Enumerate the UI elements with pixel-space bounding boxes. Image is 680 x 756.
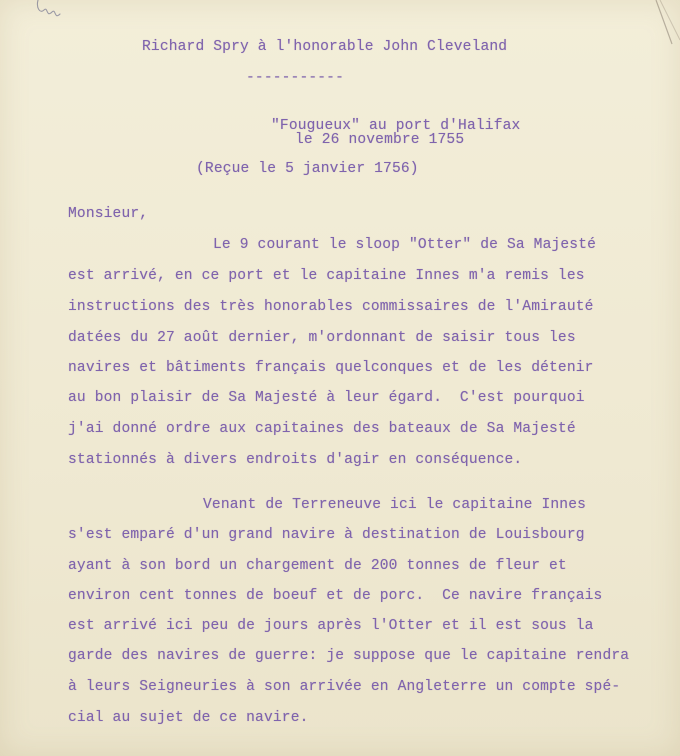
heading-separator: ----------- [246,70,344,86]
pencil-annotation [30,0,70,24]
paragraph-1-line: instructions des très honorables commissaires de l'Amirauté [68,299,594,315]
paragraph-2-line: s'est emparé d'un grand navire à destination de Louisbourg [68,527,585,543]
paragraph-1-line: stationnés à divers endroits d'agir en conséquence. [68,452,523,468]
paragraph-2-line: environ cent tonnes de boeuf et de porc. Ce navire français [68,588,603,604]
paragraph-2-line: Venant de Terreneuve ici le capitaine Innes [203,497,587,513]
letter-date: le 26 novembre 1755 [295,132,465,148]
salutation: Monsieur, [68,206,149,222]
letter-place: "Fougueux" au port d'Halifax [271,118,521,134]
paragraph-1-line: est arrivé, en ce port et le capitaine Innes m'a remis les [68,268,585,284]
received-note: (Reçue le 5 janvier 1756) [196,161,419,177]
paragraph-2-line: à leurs Seigneuries à son arrivée en Angleterre un compte spé- [68,679,621,695]
paragraph-2-line: ayant à son bord un chargement de 200 tonnes de fleur et [68,558,567,574]
paragraph-2-line: est arrivé ici peu de jours après l'Otter et il est sous la [68,618,594,634]
page-corner-edge [650,0,680,46]
paragraph-1-line: Le 9 courant le sloop "Otter" de Sa Majesté [213,237,597,253]
paragraph-1-line: navires et bâtiments français quelconques et de les détenir [68,360,594,376]
paragraph-1-line: j'ai donné ordre aux capitaines des bateaux de Sa Majesté [68,421,576,437]
paragraph-2-line: cial au sujet de ce navire. [68,710,309,726]
paragraph-1-line: datées du 27 août dernier, m'ordonnant de saisir tous les [68,330,576,346]
letter-heading: Richard Spry à l'honorable John Cleveland [142,39,508,55]
paragraph-2-line: garde des navires de guerre: je suppose que le capitaine rendra [68,648,630,664]
paragraph-1-line: au bon plaisir de Sa Majesté à leur égard. C'est pourquoi [68,390,585,406]
